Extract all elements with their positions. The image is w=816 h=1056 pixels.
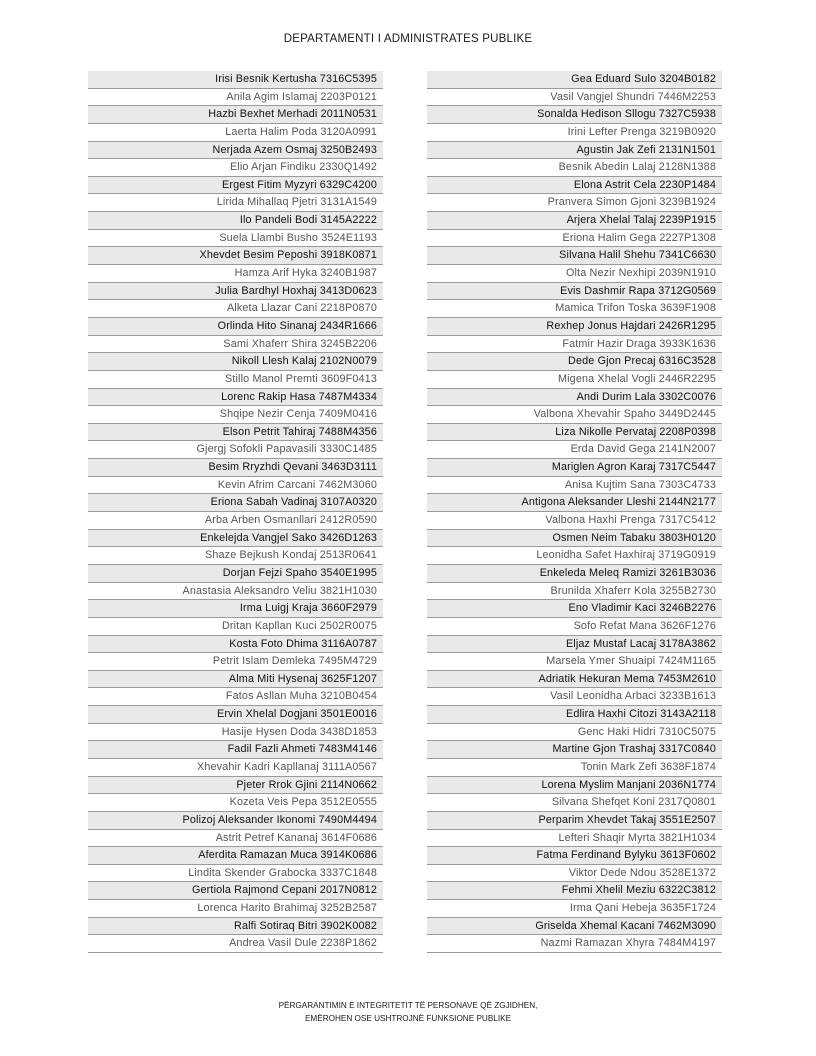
right-name-row: Agustin Jak Zefi 2131N1501 xyxy=(427,142,722,160)
right-name-row: Olta Nezir Nexhipi 2039N1910 xyxy=(427,265,722,283)
left-name-row: Enkelejda Vangjel Sako 3426D1263 xyxy=(88,530,383,548)
right-name-row: Leonidha Safet Haxhiraj 3719G0919 xyxy=(427,547,722,565)
left-name-row: Nerjada Azem Osmaj 3250B2493 xyxy=(88,142,383,160)
right-name-row: Adriatik Hekuran Mema 7453M2610 xyxy=(427,671,722,689)
right-name-row: Liza Nikolle Pervataj 2208P0398 xyxy=(427,424,722,442)
right-name-row: Anisa Kujtim Sana 7303C4733 xyxy=(427,477,722,495)
right-name-row: Eljaz Mustaf Lacaj 3178A3862 xyxy=(427,636,722,654)
right-name-row: Griselda Xhemal Kacani 7462M3090 xyxy=(427,918,722,936)
right-name-row: Lorena Myslim Manjani 2036N1774 xyxy=(427,777,722,795)
right-name-row: Irma Qani Hebeja 3635F1724 xyxy=(427,900,722,918)
left-name-row: Kozeta Veis Pepa 3512E0555 xyxy=(88,794,383,812)
left-name-row: Astrit Petref Kananaj 3614F0686 xyxy=(88,830,383,848)
left-name-row: Ilo Pandeli Bodi 3145A2222 xyxy=(88,212,383,230)
left-name-row: Sami Xhaferr Shira 3245B2206 xyxy=(88,336,383,354)
right-name-row: Silvana Halil Shehu 7341C6630 xyxy=(427,247,722,265)
right-name-row: Arjera Xhelal Talaj 2239P1915 xyxy=(427,212,722,230)
left-name-row: Anila Agim Islamaj 2203P0121 xyxy=(88,89,383,107)
right-name-row: Valbona Xhevahir Spaho 3449D2445 xyxy=(427,406,722,424)
right-name-row: Mamica Trifon Toska 3639F1908 xyxy=(427,300,722,318)
left-name-row: Kosta Foto Dhima 3116A0787 xyxy=(88,636,383,654)
right-name-row: Rexhep Jonus Hajdari 2426R1295 xyxy=(427,318,722,336)
left-name-row: Petrit Islam Demleka 7495M4729 xyxy=(88,653,383,671)
right-name-row: Evis Dashmir Rapa 3712G0569 xyxy=(427,283,722,301)
right-name-row: Fatmir Hazir Draga 3933K1636 xyxy=(427,336,722,354)
left-name-column xyxy=(88,71,383,953)
right-name-row: Sofo Refat Mana 3626F1276 xyxy=(427,618,722,636)
left-name-row: Kevin Afrim Carcani 7462M3060 xyxy=(88,477,383,495)
right-name-row: Gea Eduard Sulo 3204B0182 xyxy=(427,71,722,89)
left-name-row: Ergest Fitim Myzyri 6329C4200 xyxy=(88,177,383,195)
right-name-row: Nazmi Ramazan Xhyra 7484M4197 xyxy=(427,935,722,953)
right-name-row: Pranvera Simon Gjoni 3239B1924 xyxy=(427,194,722,212)
left-name-row: Xhevdet Besim Peposhi 3918K0871 xyxy=(88,247,383,265)
footer-line-2: EMËROHEN OSE USHTROJNË FUNKSIONE PUBLIKE xyxy=(304,1014,512,1023)
left-name-row: Aferdita Ramazan Muca 3914K0686 xyxy=(88,847,383,865)
right-name-row: Erda David Gega 2141N2007 xyxy=(427,441,722,459)
footer-line-1: PËRGARANTIMIN E INTEGRITETIT TË PERSONAVE QË ZGJIDHEN, xyxy=(278,1001,538,1010)
left-name-row: Irisi Besnik Kertusha 7316C5395 xyxy=(88,71,383,89)
right-name-row: Eriona Halim Gega 2227P1308 xyxy=(427,230,722,248)
left-name-row: Dritan Kapllan Kuci 2502R0075 xyxy=(88,618,383,636)
right-name-row: Dede Gjon Precaj 6316C3528 xyxy=(427,353,722,371)
right-name-row: Perparim Xhevdet Takaj 3551E2507 xyxy=(427,812,722,830)
left-name-row: Pjeter Rrok Gjini 2114N0662 xyxy=(88,777,383,795)
left-name-row: Shaze Bejkush Kondaj 2513R0641 xyxy=(88,547,383,565)
right-name-row: Fehmi Xhelil Meziu 6322C3812 xyxy=(427,882,722,900)
left-name-row: Stillo Manol Premti 3609F0413 xyxy=(88,371,383,389)
right-name-row: Marsela Ymer Shuaipi 7424M1165 xyxy=(427,653,722,671)
left-name-row: Fatos Asllan Muha 3210B0454 xyxy=(88,688,383,706)
left-name-row: Dorjan Fejzi Spaho 3540E1995 xyxy=(88,565,383,583)
right-name-row: Valbona Haxhi Prenga 7317C5412 xyxy=(427,512,722,530)
left-name-row: Gertiola Rajmond Cepani 2017N0812 xyxy=(88,882,383,900)
right-name-column xyxy=(427,71,722,953)
left-name-row: Polizoj Aleksander Ikonomi 7490M4494 xyxy=(88,812,383,830)
document-footer xyxy=(0,999,816,1025)
left-name-row: Nikoll Llesh Kalaj 2102N0079 xyxy=(88,353,383,371)
right-name-row: Antigona Aleksander Lleshi 2144N2177 xyxy=(427,494,722,512)
left-name-row: Alma Miti Hysenaj 3625F1207 xyxy=(88,671,383,689)
left-name-row: Eriona Sabah Vadinaj 3107A0320 xyxy=(88,494,383,512)
left-name-row: Xhevahir Kadri Kapllanaj 3111A0567 xyxy=(88,759,383,777)
left-name-row: Julia Bardhyl Hoxhaj 3413D0623 xyxy=(88,283,383,301)
left-name-row: Elson Petrit Tahiraj 7488M4356 xyxy=(88,424,383,442)
left-name-row: Alketa Llazar Cani 2218P0870 xyxy=(88,300,383,318)
left-name-row: Irma Luigj Kraja 3660F2979 xyxy=(88,600,383,618)
right-name-row: Elona Astrit Cela 2230P1484 xyxy=(427,177,722,195)
left-name-row: Hazbi Bexhet Merhadi 2011N0531 xyxy=(88,106,383,124)
left-name-row: Laerta Halim Poda 3120A0991 xyxy=(88,124,383,142)
left-name-row: Ervin Xhelal Dogjani 3501E0016 xyxy=(88,706,383,724)
left-name-row: Hasije Hysen Doda 3438D1853 xyxy=(88,724,383,742)
left-name-row: Arba Arben Osmanllari 2412R0590 xyxy=(88,512,383,530)
left-name-row: Lindita Skender Grabocka 3337C1848 xyxy=(88,865,383,883)
left-name-row: Besim Rryzhdi Qevani 3463D3111 xyxy=(88,459,383,477)
left-name-row: Lirida Mihallaq Pjetri 3131A1549 xyxy=(88,194,383,212)
right-name-row: Eno Vladimir Kaci 3246B2276 xyxy=(427,600,722,618)
right-name-row: Silvana Shefqet Koni 2317Q0801 xyxy=(427,794,722,812)
right-name-row: Martine Gjon Trashaj 3317C0840 xyxy=(427,741,722,759)
left-name-row: Lorenca Harito Brahimaj 3252B2587 xyxy=(88,900,383,918)
left-name-row: Shqipe Nezir Cenja 7409M0416 xyxy=(88,406,383,424)
right-name-row: Sonalda Hedison Sllogu 7327C5938 xyxy=(427,106,722,124)
right-name-row: Vasil Vangjel Shundri 7446M2253 xyxy=(427,89,722,107)
right-name-row: Irini Lefter Prenga 3219B0920 xyxy=(427,124,722,142)
right-name-row: Fatma Ferdinand Bylyku 3613F0602 xyxy=(427,847,722,865)
right-name-row: Mariglen Agron Karaj 7317C5447 xyxy=(427,459,722,477)
left-name-row: Gjergj Sofokli Papavasili 3330C1485 xyxy=(88,441,383,459)
left-name-row: Andrea Vasil Dule 2238P1862 xyxy=(88,935,383,953)
right-name-row: Viktor Dede Ndou 3528E1372 xyxy=(427,865,722,883)
right-name-row: Enkeleda Meleq Ramizi 3261B3036 xyxy=(427,565,722,583)
left-name-row: Hamza Arif Hyka 3240B1987 xyxy=(88,265,383,283)
right-name-row: Brunilda Xhaferr Kola 3255B2730 xyxy=(427,583,722,601)
left-name-row: Lorenc Rakip Hasa 7487M4334 xyxy=(88,389,383,407)
left-name-row: Ralfi Sotiraq Bitri 3902K0082 xyxy=(88,918,383,936)
left-name-row: Elio Arjan Findiku 2330Q1492 xyxy=(88,159,383,177)
left-name-row: Fadil Fazli Ahmeti 7483M4146 xyxy=(88,741,383,759)
left-name-row: Orlinda Hito Sinanaj 2434R1666 xyxy=(88,318,383,336)
right-name-row: Besnik Abedin Lalaj 2128N1388 xyxy=(427,159,722,177)
right-name-row: Genc Haki Hidri 7310C5075 xyxy=(427,724,722,742)
left-name-row: Suela Llambi Busho 3524E1193 xyxy=(88,230,383,248)
right-name-row: Andi Durim Lala 3302C0076 xyxy=(427,389,722,407)
right-name-row: Edlira Haxhi Citozi 3143A2118 xyxy=(427,706,722,724)
right-name-row: Migena Xhelal Vogli 2446R2295 xyxy=(427,371,722,389)
right-name-row: Vasil Leonidha Arbaci 3233B1613 xyxy=(427,688,722,706)
document-title: DEPARTAMENTI I ADMINISTRATES PUBLIKE xyxy=(283,33,533,45)
right-name-row: Tonin Mark Zefi 3638F1874 xyxy=(427,759,722,777)
left-name-row: Anastasia Aleksandro Veliu 3821H1030 xyxy=(88,583,383,601)
right-name-row: Osmen Neim Tabaku 3803H0120 xyxy=(427,530,722,548)
right-name-row: Lefteri Shaqir Myrta 3821H1034 xyxy=(427,830,722,848)
